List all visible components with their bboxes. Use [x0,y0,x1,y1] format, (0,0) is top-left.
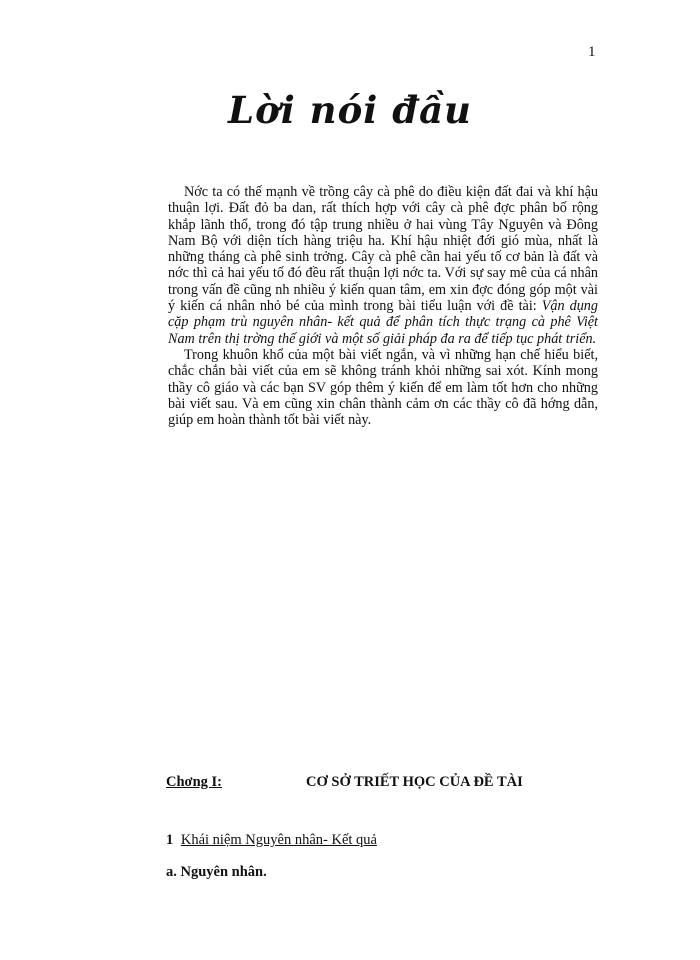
page-title: Lời nói đầu [228,88,472,132]
page-number: 1 [588,44,596,60]
intro-paragraph-1 [168,184,598,347]
subsection-heading: a. Nguyên nhân. [166,864,267,880]
intro-paragraph-1-text: Nớc ta có thế mạnh về trồng cây cà phê do điều kiện đất đai và khí hậu thuận lợi. Đất đỏ ba dan, rất thích hợp với cây cà phê đợc phân bố rộng khắp lãnh thổ, trong đó tập trung nhiều ở hai vùng Tây Nguyên và Đông Nam Bộ với diện tích hàng triệu ha. Khí hậu nhiệt đới gió mùa, nhất là những tháng cà phê sinh trởng. Cây cà phê cần hai yếu tố cơ bản là đất và nớc thì cả hai yếu tố đó đều rất thuận lợi nớc ta. Với sự say mê của cá nhân trong vấn đề cũng nh nhiều ý kiến quan tâm, em xin đợc đóng góp một vài ý kiến cá nhân nhỏ bé của mình trong bài tiểu luận với đề tài: [168,184,598,315]
section-number: 1 [166,832,174,848]
chapter-title: CƠ SỞ TRIẾT HỌC CỦA ĐỀ TÀI [306,774,523,790]
essay-topic: Vận dụng cặp phạm trù nguyên nhân- kết quả để phân tích thực trạng cà phê Việt Nam trên thị trờng thế giới và một số giải pháp đa ra để tiếp tục phát triển. [168,298,598,347]
chapter-label: Chơng I: [166,774,222,790]
section-title: Khái niệm Nguyên nhân- Kết quả [180,832,377,848]
section-heading [166,832,377,849]
intro-body [168,184,598,428]
intro-paragraph-2: Trong khuôn khổ của một bài viết ngắn, và vì những hạn chế hiểu biết, chắc chắn bài viết của em sẽ không tránh khỏi những sai xót. Kính mong thầy cô giáo và các bạn SV góp thêm ý kiến để em làm tốt hơn cho những bài viết sau. Và em cũng xin chân thành cảm ơn các thầy cô đã hớng dẫn, giúp em hoàn thành tốt bài viết này. [168,346,598,429]
